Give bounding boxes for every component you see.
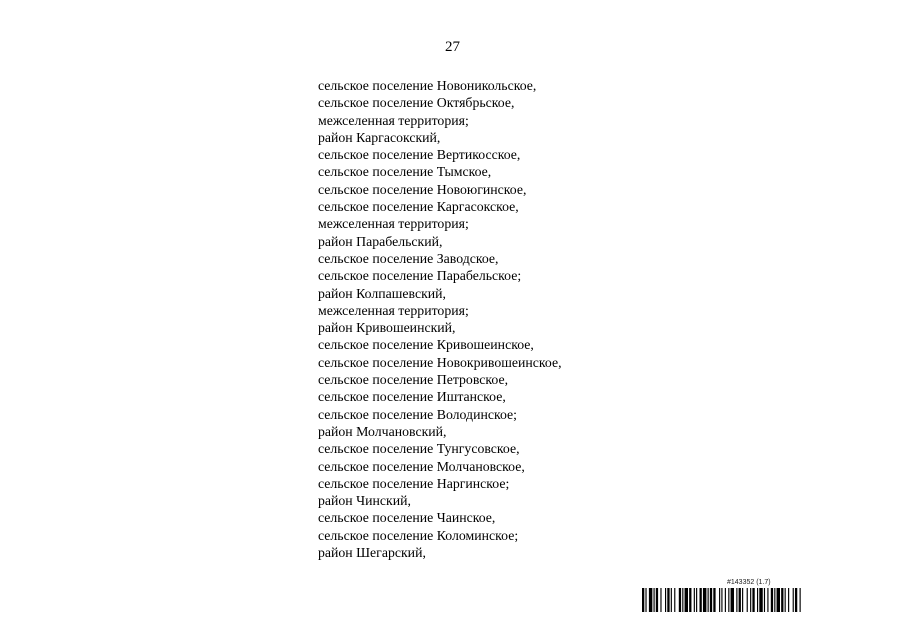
list-line: сельское поселение Тунгусовское, — [318, 441, 520, 457]
barcode-bar — [649, 588, 652, 612]
barcode-bar — [736, 588, 737, 612]
barcode-bar — [752, 588, 754, 612]
list-line: сельское поселение Вертикосское, — [318, 147, 521, 163]
list-line: район Колпашевский, — [318, 285, 446, 301]
barcode-bar — [665, 588, 666, 612]
list-line: сельское поселение Наргинское; — [318, 475, 510, 491]
list-line: межселенная территория; — [318, 216, 469, 232]
barcode-bar — [696, 588, 697, 612]
list-line: сельское поселение Заводское, — [318, 250, 499, 266]
list-line: район Парабельский, — [318, 233, 443, 249]
list-line: сельское поселение Чаинское, — [318, 510, 496, 526]
barcode-bar — [747, 588, 748, 612]
barcode-bar — [795, 588, 797, 612]
barcode-bar — [800, 588, 801, 612]
barcode-bar — [750, 588, 751, 612]
list-line: сельское поселение Тымское, — [318, 164, 492, 180]
barcode-bar — [719, 588, 720, 612]
barcode-bar — [654, 588, 655, 612]
barcode-bar — [781, 588, 783, 612]
barcode-bar — [679, 588, 681, 612]
barcode-bar — [694, 588, 695, 612]
list-line: район Каргасокский, — [318, 129, 441, 145]
barcode-bar — [742, 588, 743, 612]
barcode-bar — [682, 588, 683, 612]
barcode-bar — [667, 588, 669, 612]
list-line: сельское поселение Коломинское; — [318, 527, 519, 543]
barcode-bar — [764, 588, 765, 612]
barcode-image — [642, 588, 856, 612]
list-line: район Шегарский, — [318, 545, 426, 561]
list-line: сельское поселение Молчановское, — [318, 458, 525, 474]
list-line: сельское поселение Петровское, — [318, 372, 509, 388]
barcode-bar — [757, 588, 758, 612]
barcode-bar — [713, 588, 715, 612]
barcode-bar — [731, 588, 734, 612]
barcode-id: #143352 (1.7) — [727, 579, 771, 586]
list-line: район Кривошеинский, — [318, 320, 456, 336]
barcode-bar — [656, 588, 658, 612]
barcode-bar — [710, 588, 712, 612]
barcode-bar — [671, 588, 672, 612]
list-line: межселенная территория; — [318, 302, 469, 318]
list-line: сельское поселение Каргасокское, — [318, 199, 519, 215]
barcode-bar — [793, 588, 794, 612]
barcode-bar — [642, 588, 644, 612]
list-line: сельское поселение Новокривошеинское, — [318, 354, 562, 370]
list-line: сельское поселение Парабельское; — [318, 268, 522, 284]
barcode-bar — [785, 588, 786, 612]
barcode-bar — [777, 588, 780, 612]
list-line: район Молчановский, — [318, 423, 447, 439]
list-line: сельское поселение Новоникольское, — [318, 78, 537, 93]
barcode-bar — [645, 588, 646, 612]
list-line: межселенная территория; — [318, 112, 469, 128]
barcode-bar — [788, 588, 789, 612]
barcode-bar — [700, 588, 702, 612]
barcode-bar — [774, 588, 775, 612]
barcode-bar — [725, 588, 726, 612]
barcode-bar — [685, 588, 688, 612]
page-number: 27 — [445, 39, 460, 55]
barcode-bar — [660, 588, 661, 612]
barcode-bar — [739, 588, 741, 612]
list-line: район Чинский, — [318, 493, 411, 509]
barcode-bar — [767, 588, 768, 612]
list-line: сельское поселение Кривошеинское, — [318, 337, 534, 353]
barcode-bar — [728, 588, 729, 612]
municipality-list — [318, 77, 562, 561]
barcode-bar — [771, 588, 773, 612]
barcode-bar — [689, 588, 691, 612]
barcode-bar — [721, 588, 722, 612]
list-line: сельское поселение Новоюгинское, — [318, 181, 527, 197]
barcode-bar — [674, 588, 675, 612]
list-line: сельское поселение Володинское; — [318, 406, 517, 422]
list-line: сельское поселение Октябрьское, — [318, 95, 515, 111]
list-line: сельское поселение Иштанское, — [318, 389, 506, 405]
barcode-bar — [708, 588, 709, 612]
barcode-bar — [759, 588, 762, 612]
barcode-bar — [703, 588, 706, 612]
